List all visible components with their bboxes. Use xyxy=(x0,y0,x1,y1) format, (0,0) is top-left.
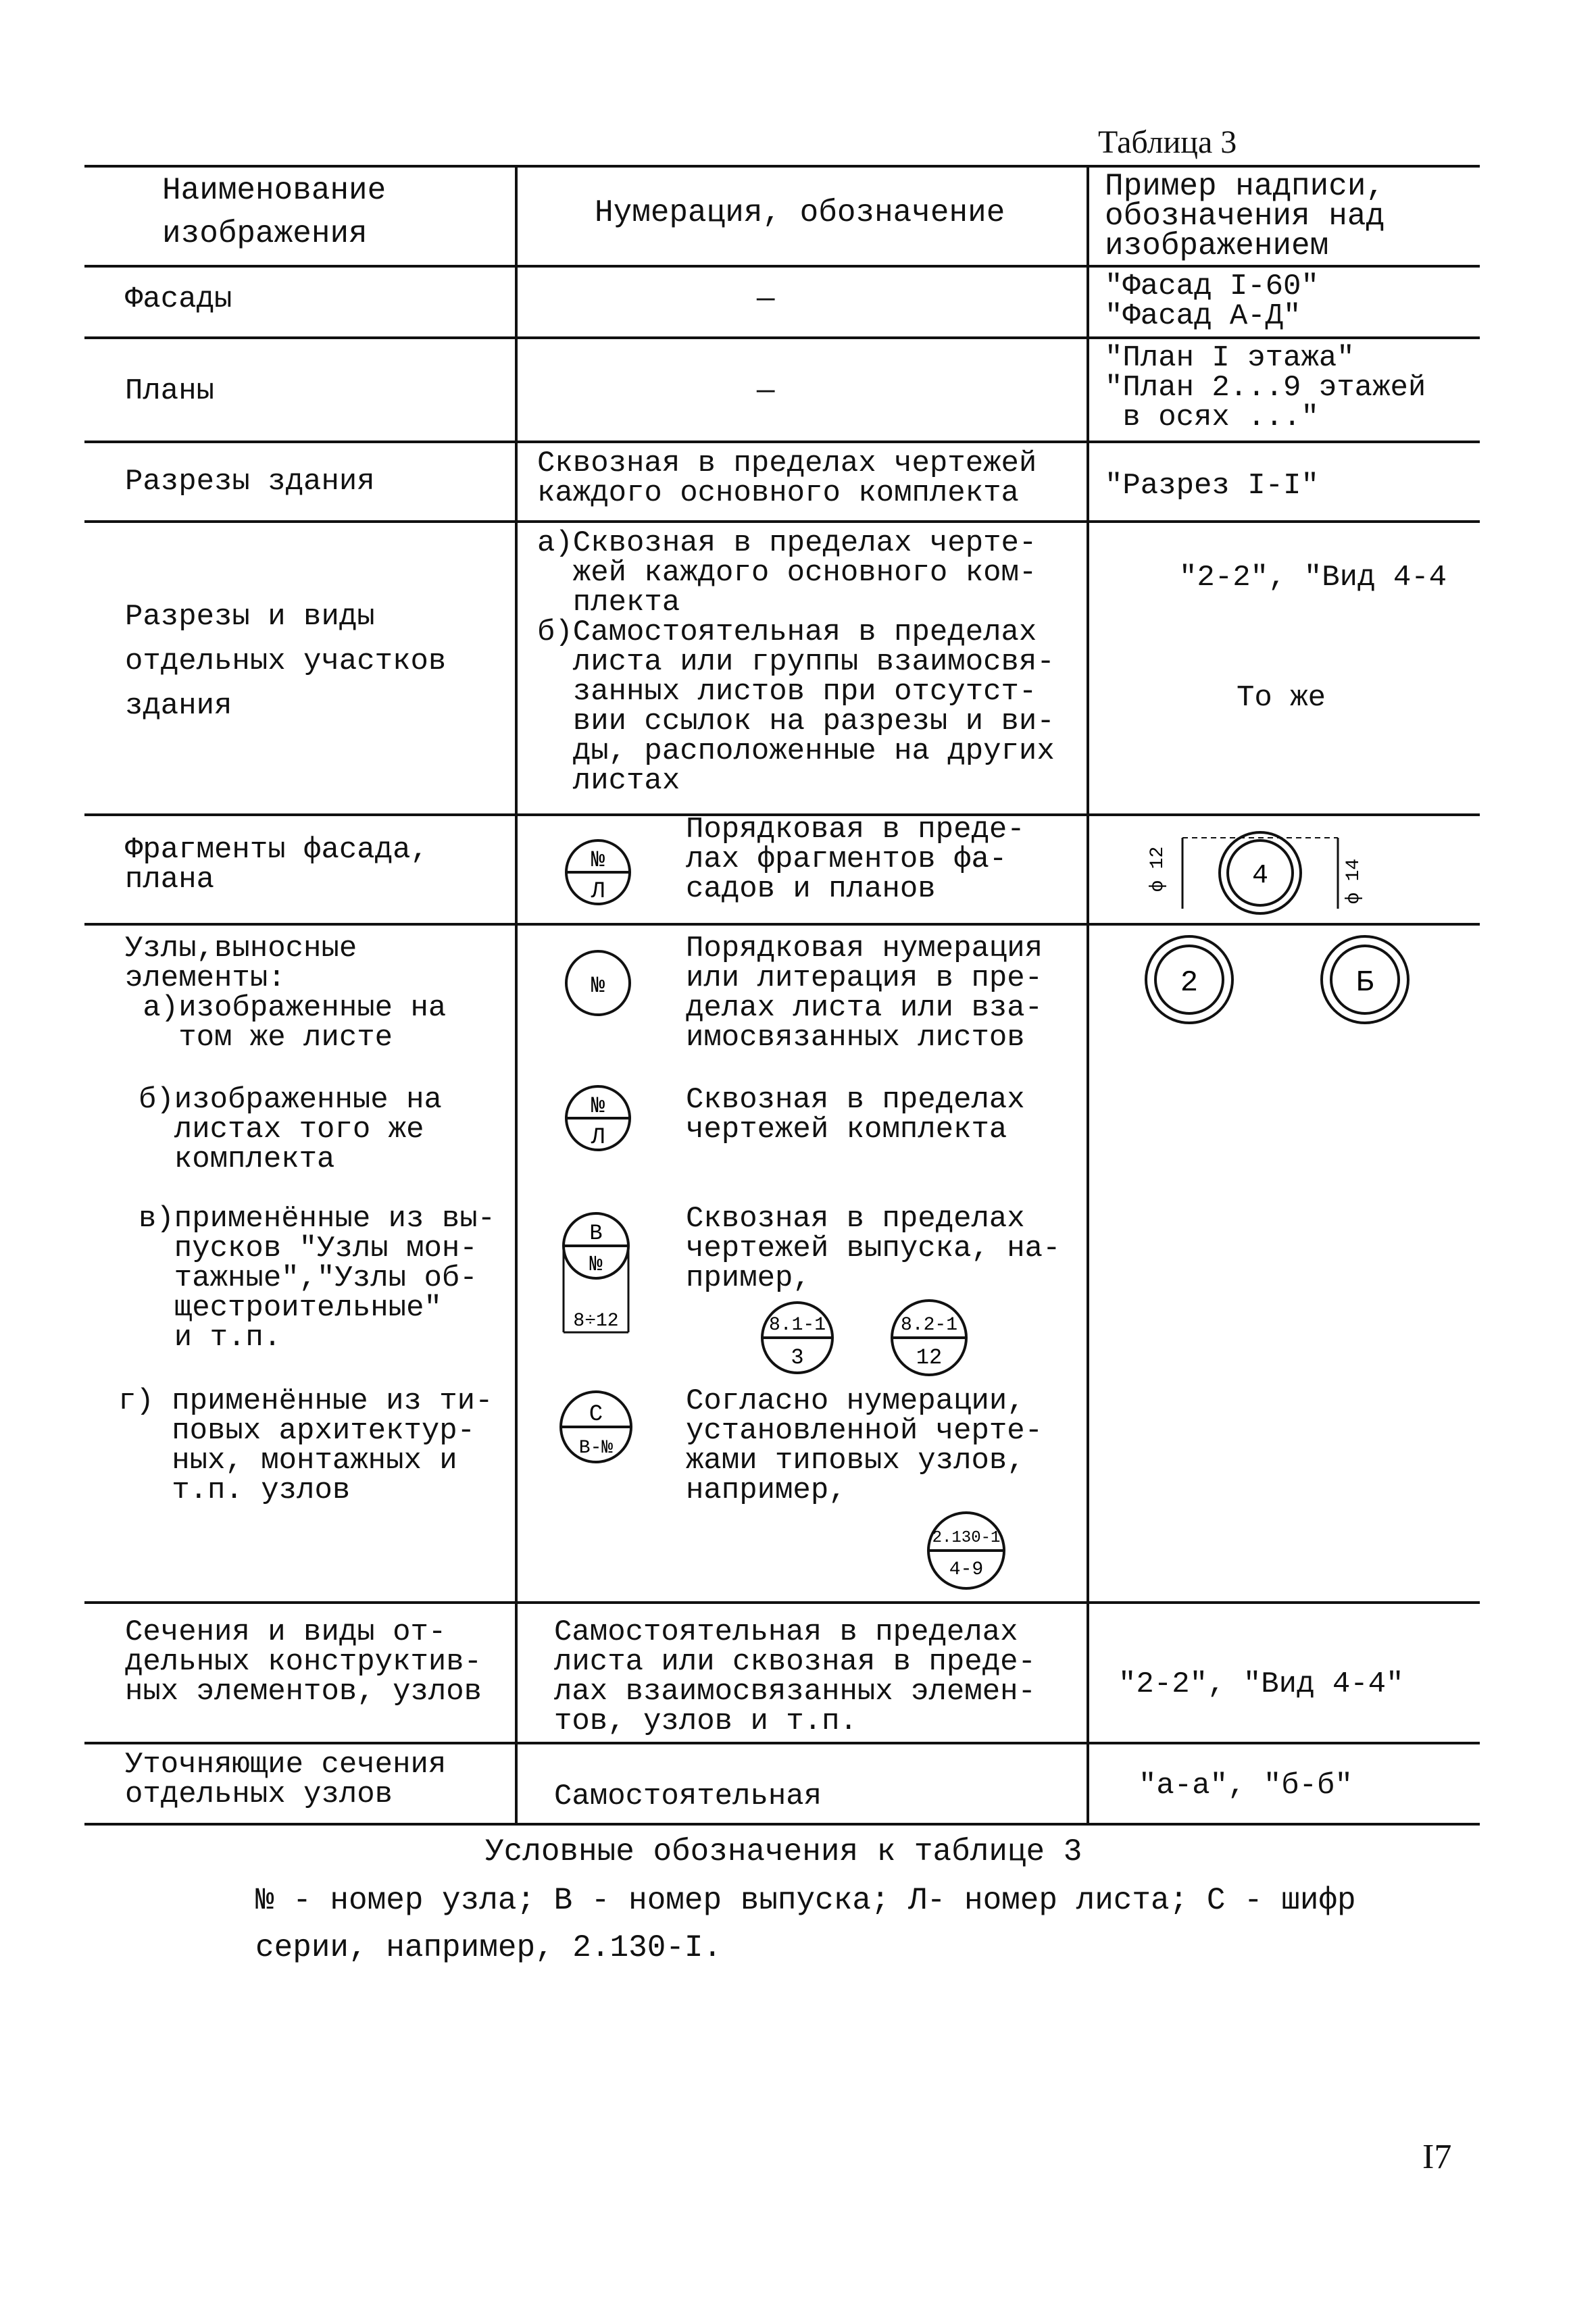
node-symbol-icon xyxy=(561,946,635,1020)
symbol-bottom: Л xyxy=(591,879,605,905)
header-name: Наименование изображения xyxy=(162,173,386,251)
row-divider xyxy=(84,923,1480,926)
row-name: Разрезы здания xyxy=(125,465,375,499)
example-node-b-icon xyxy=(1318,932,1412,1027)
row-numbering: а)Сквозная в пределах черте- жей каждого основного ком- плекта б)Самостоятельная в пределах листа или группы взаимосвя- занных листов при отсутст- вии ссылок на разрезы и ви- ды, расположенные на других листах xyxy=(537,526,1055,798)
row-divider xyxy=(84,441,1480,443)
symbol-bottom: № xyxy=(589,1252,603,1277)
row-name: Фасады xyxy=(125,282,232,316)
row-name: Разрезы и виды отдельных участков здания xyxy=(125,600,447,723)
example-8-2-1-icon xyxy=(885,1297,973,1378)
row-numbering: Сквозная в пределах чертежей выпуска, на- пример, xyxy=(686,1202,1061,1295)
example-circle: Б xyxy=(1355,966,1374,1000)
legend-line: № - номер узла; В - номер выпуска; Л- номер листа; С - шифр xyxy=(255,1883,1356,1918)
legend-title: Условные обозначения к таблице 3 xyxy=(485,1834,1082,1869)
row-name: г) применённые из ти- повых архитектур- ных, монтажных и т.п. узлов xyxy=(118,1384,493,1507)
row-numbering: — xyxy=(757,374,775,408)
row-numbering: Самостоятельная xyxy=(554,1780,822,1813)
row-numbering: Самостоятельная в пределах листа или сквозная в преде- лах взаимосвязанных элемен- тов, узлов и т.п. xyxy=(554,1615,1036,1738)
row-example-same: То же xyxy=(1237,681,1326,715)
dim-left: ф 12 xyxy=(1147,846,1168,892)
header-numbering: Нумерация, обозначение xyxy=(595,195,1005,230)
row-numbering: — xyxy=(757,282,775,316)
table-bottom-border xyxy=(84,1823,1480,1826)
typical-node-symbol-icon xyxy=(554,1385,642,1473)
ex-top: 8.1-1 xyxy=(768,1315,826,1336)
node-sheet-symbol-icon xyxy=(561,1081,635,1155)
row-example: "Разрез I-I" xyxy=(1105,469,1319,503)
row-name: Фрагменты фасада, плана xyxy=(125,833,428,897)
ex-bottom: 12 xyxy=(916,1345,943,1370)
symbol: № xyxy=(591,974,605,999)
row-name: Планы xyxy=(125,374,215,408)
table-top-border xyxy=(84,165,1480,168)
row-numbering: Согласно нумерации, установленной черте- жами типовых узлов, например, xyxy=(686,1384,1043,1507)
column-divider xyxy=(515,165,518,1824)
symbol-top: № xyxy=(591,1094,605,1120)
example-2-130-1-icon xyxy=(922,1507,1010,1594)
symbol-range: 8÷12 xyxy=(573,1311,619,1332)
example-8-1-1-icon xyxy=(757,1297,838,1378)
row-divider xyxy=(84,1601,1480,1604)
row-numbering: Сквозная в пределах чертежей каждого основного комплекта xyxy=(537,447,1037,510)
row-example: "План I этажа" "План 2...9 этажей в осях ..." xyxy=(1105,341,1426,434)
symbol-top: № xyxy=(591,848,605,874)
row-name: Узлы,выносные элементы: а)изображенные на том же листе xyxy=(125,932,447,1055)
column-divider xyxy=(1087,165,1089,1824)
fragment-example-icon xyxy=(1135,824,1365,919)
fragment-symbol-icon xyxy=(561,835,635,909)
row-name: в)применённые из вы- пусков "Узлы мон- тажные","Узлы об- щестроительные" и т.п. xyxy=(139,1202,496,1355)
ex-top: 2.130-1 xyxy=(932,1529,1001,1547)
row-example: "2-2", "Вид 4-4" xyxy=(1118,1667,1404,1701)
row-name: Уточняющие сечения отдельных узлов xyxy=(125,1748,447,1811)
ex-bottom: 3 xyxy=(791,1345,804,1370)
example-node-2-icon xyxy=(1142,932,1237,1027)
row-divider xyxy=(84,1742,1480,1744)
symbol-bottom: В-№ xyxy=(578,1438,614,1459)
row-example: "а-а", "б-б" xyxy=(1139,1769,1353,1803)
legend-line: серии, например, 2.130-I. xyxy=(255,1930,722,1965)
row-divider xyxy=(84,336,1480,339)
row-numbering: Порядковая нумерация или литерация в пре- делах листа или вза- имосвязанных листов xyxy=(686,932,1043,1055)
dim-right: ф 14 xyxy=(1343,858,1364,904)
symbol-top: С xyxy=(589,1402,603,1428)
ex-top: 8.2-1 xyxy=(900,1315,958,1336)
row-divider xyxy=(84,520,1480,523)
example-circle: 2 xyxy=(1180,966,1199,1000)
example-circle-number: 4 xyxy=(1251,861,1269,891)
row-name: Сечения и виды от- дельных конструктив- ных элементов, узлов xyxy=(125,1615,482,1709)
release-symbol-icon xyxy=(554,1204,642,1339)
ex-bottom: 4-9 xyxy=(949,1559,984,1580)
symbol-bottom: Л xyxy=(591,1125,605,1151)
header-example: Пример надписи, обозначения над изображением xyxy=(1105,169,1385,263)
page-number: I7 xyxy=(1422,2138,1452,2176)
row-numbering: Сквозная в пределах чертежей комплекта xyxy=(686,1083,1025,1147)
row-name: б)изображенные на листах того же комплекта xyxy=(139,1083,442,1176)
table-caption: Таблица 3 xyxy=(1098,124,1237,160)
row-numbering: Порядковая в преде- лах фрагментов фа- садов и планов xyxy=(686,813,1025,906)
row-example: "Фасад I-60" "Фасад А-Д" xyxy=(1105,270,1319,333)
symbol-top: В xyxy=(589,1221,603,1246)
row-example: "2-2", "Вид 4-4 xyxy=(1179,561,1447,595)
row-divider xyxy=(84,265,1480,268)
